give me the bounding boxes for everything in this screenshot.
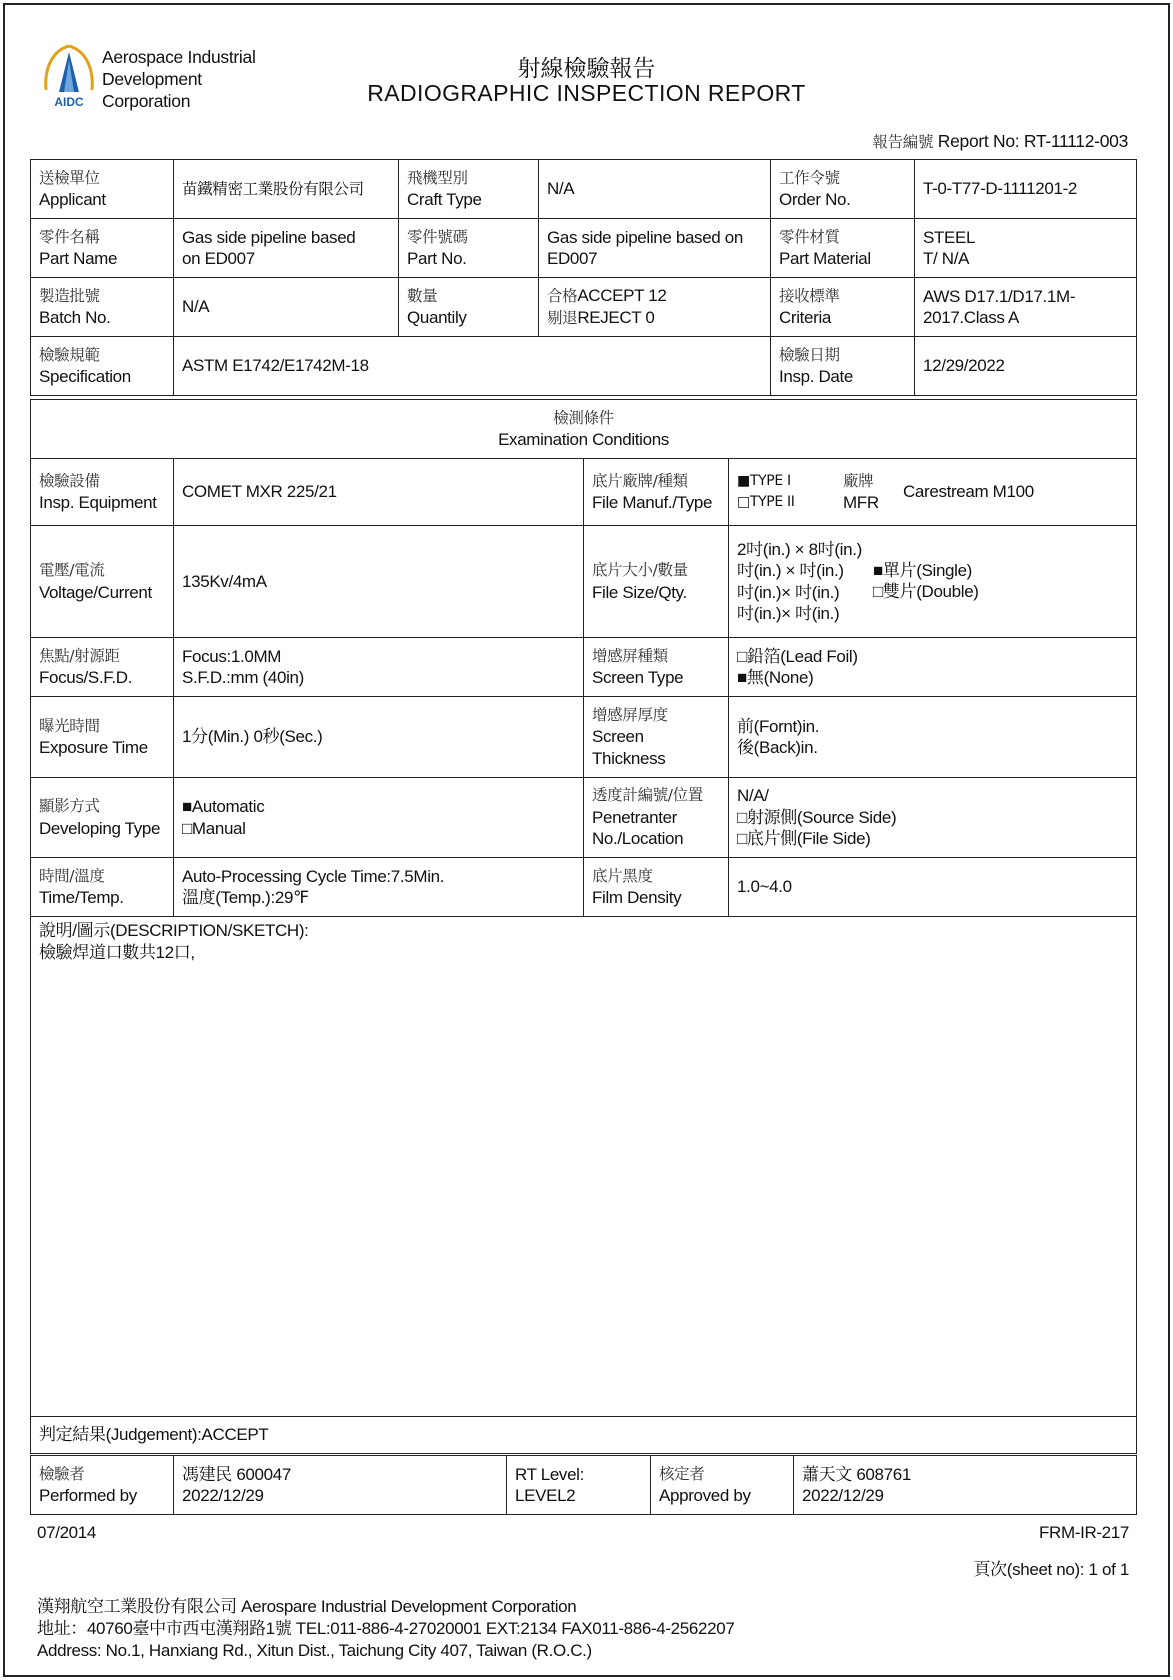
company-line-1: Aerospace Industrial [102, 47, 256, 67]
part-name-value: Gas side pipeline based on ED007 [174, 219, 399, 278]
company-line-2: Development [102, 69, 202, 89]
form-number: FRM-IR-217 [1038, 1523, 1129, 1542]
screen-type-value: □鉛箔(Lead Foil) ■無(None) [729, 638, 1137, 697]
exposure-label: 曝光時間 Exposure Time [31, 697, 174, 778]
specification-label: 檢驗規範 Specification [31, 337, 174, 396]
sheet-number: 頁次(sheet no): 1 of 1 [973, 1560, 1129, 1579]
focus-label: 焦點/射源距 Focus/S.F.D. [31, 638, 174, 697]
info-table [30, 159, 1137, 396]
screen-type-label: 增感屏種類 Screen Type [584, 638, 729, 697]
craft-type-label: 飛機型別 Craft Type [399, 160, 539, 219]
footer-address-zh: 地址：40760臺中市西屯漢翔路1號 TEL:011-886-4-27020001 EXT:2134 FAX011-886-4-2562207 [37, 1619, 735, 1638]
developing-label: 顯影方式 Developing Type [31, 778, 174, 858]
applicant-label: 送檢單位 Applicant [31, 160, 174, 219]
focus-value: Focus:1.0MM S.F.D.:mm (40in) [174, 638, 584, 697]
performed-by-value: 馮建民 600047 2022/12/29 [174, 1456, 507, 1515]
insp-date-value: 12/29/2022 [915, 337, 1137, 396]
company-line-3: Corporation [102, 91, 191, 111]
judgement: 判定結果(Judgement):ACCEPT [31, 1417, 1137, 1454]
part-material-label: 零件材質 Part Material [771, 219, 915, 278]
footer-company: 漢翔航空工業股份有限公司 Aerospare Industrial Development Corporation [37, 1597, 577, 1616]
criteria-value: AWS D17.1/D17.1M- 2017.Class A [915, 278, 1137, 337]
exam-table [30, 399, 1137, 1454]
voltage-label: 電壓/電流 Voltage/Current [31, 526, 174, 638]
applicant-value: 苗鐵精密工業股份有限公司 [174, 160, 399, 219]
description-label: 說明/圖示(DESCRIPTION/SKETCH): [39, 921, 309, 940]
part-no-value: Gas side pipeline based on ED007 [539, 219, 771, 278]
film-size-value: 2吋(in.) × 8吋(in.) 吋(in.) × 吋(in.) 吋(in.)× 吋(in.) 吋(in.)× 吋(in.) ■單片(Single) □雙片(Double) [729, 526, 1137, 638]
criteria-label: 接收標準 Criteria [771, 278, 915, 337]
craft-type-value: N/A [539, 160, 771, 219]
time-temp-value: Auto-Processing Cycle Time:7.5Min. 溫度(Temp.):29℉ [174, 858, 584, 917]
equipment-label: 檢驗設備 Insp. Equipment [31, 459, 174, 526]
film-type-value: ■TYPE I □TYPE II 廠牌 MFR Carestream M100 [729, 459, 1137, 526]
description-text: 檢驗焊道口數共12口, [39, 942, 195, 962]
screen-thickness-value: 前(Fornt)in. 後(Back)in. [729, 697, 1137, 778]
developing-value: ■Automatic □Manual [174, 778, 584, 858]
voltage-value: 135Kv/4mA [174, 526, 584, 638]
exposure-value: 1分(Min.) 0秒(Sec.) [174, 697, 584, 778]
time-temp-label: 時間/溫度 Time/Temp. [31, 858, 174, 917]
penetrameter-label: 透度計編號/位置 Penetranter No./Location [584, 778, 729, 858]
description-area [31, 917, 1137, 1417]
signoff-table [30, 1455, 1137, 1515]
density-value: 1.0~4.0 [729, 858, 1137, 917]
form-revision: 07/2014 [37, 1523, 97, 1542]
screen-thickness-label: 增感屏厚度 Screen Thickness [584, 697, 729, 778]
equipment-value: COMET MXR 225/21 [174, 459, 584, 526]
approved-by-value: 蕭天文 608761 2022/12/29 [794, 1456, 1137, 1515]
batch-no-label: 製造批號 Batch No. [31, 278, 174, 337]
part-name-label: 零件名稱 Part Name [31, 219, 174, 278]
report-number-zh: 報告編號 [872, 133, 934, 151]
part-material-value: STEEL T/ N/A [915, 219, 1137, 278]
film-type-label: 底片廠牌/種類 File Manuf./Type [584, 459, 729, 526]
specification-value: ASTM E1742/E1742M-18 [174, 337, 771, 396]
batch-no-value: N/A [174, 278, 399, 337]
title-chinese: 射線檢驗報告 [517, 56, 656, 82]
rt-level: RT Level: LEVEL2 [507, 1456, 651, 1515]
report-number [872, 130, 1128, 152]
penetrameter-value: N/A/ □射源側(Source Side) □底片側(File Side) [729, 778, 1137, 858]
density-label: 底片黑度 Film Density [584, 858, 729, 917]
insp-date-label: 檢驗日期 Insp. Date [771, 337, 915, 396]
title-english: RADIOGRAPHIC INSPECTION REPORT [367, 80, 806, 106]
approved-by-label: 核定者 Approved by [651, 1456, 794, 1515]
exam-conditions-header: 檢測條件 Examination Conditions [31, 400, 1137, 459]
performed-by-label: 檢驗者 Performed by [31, 1456, 174, 1515]
film-size-label: 底片大小/數量 File Size/Qty. [584, 526, 729, 638]
order-no-value: T-0-T77-D-1111201-2 [915, 160, 1137, 219]
footer-address-en: Address: No.1, Hanxiang Rd., Xitun Dist., Taichung City 407, Taiwan (R.O.C.) [37, 1641, 592, 1660]
svg-text:AIDC: AIDC [54, 95, 84, 109]
order-no-label: 工作令號 Order No. [771, 160, 915, 219]
report-number-value: Report No: RT-11112-003 [937, 131, 1128, 151]
quantity-value: 合格ACCEPT 12 剔退REJECT 0 [539, 278, 771, 337]
quantity-label: 數量 Quantily [399, 278, 539, 337]
part-no-label: 零件號碼 Part No. [399, 219, 539, 278]
